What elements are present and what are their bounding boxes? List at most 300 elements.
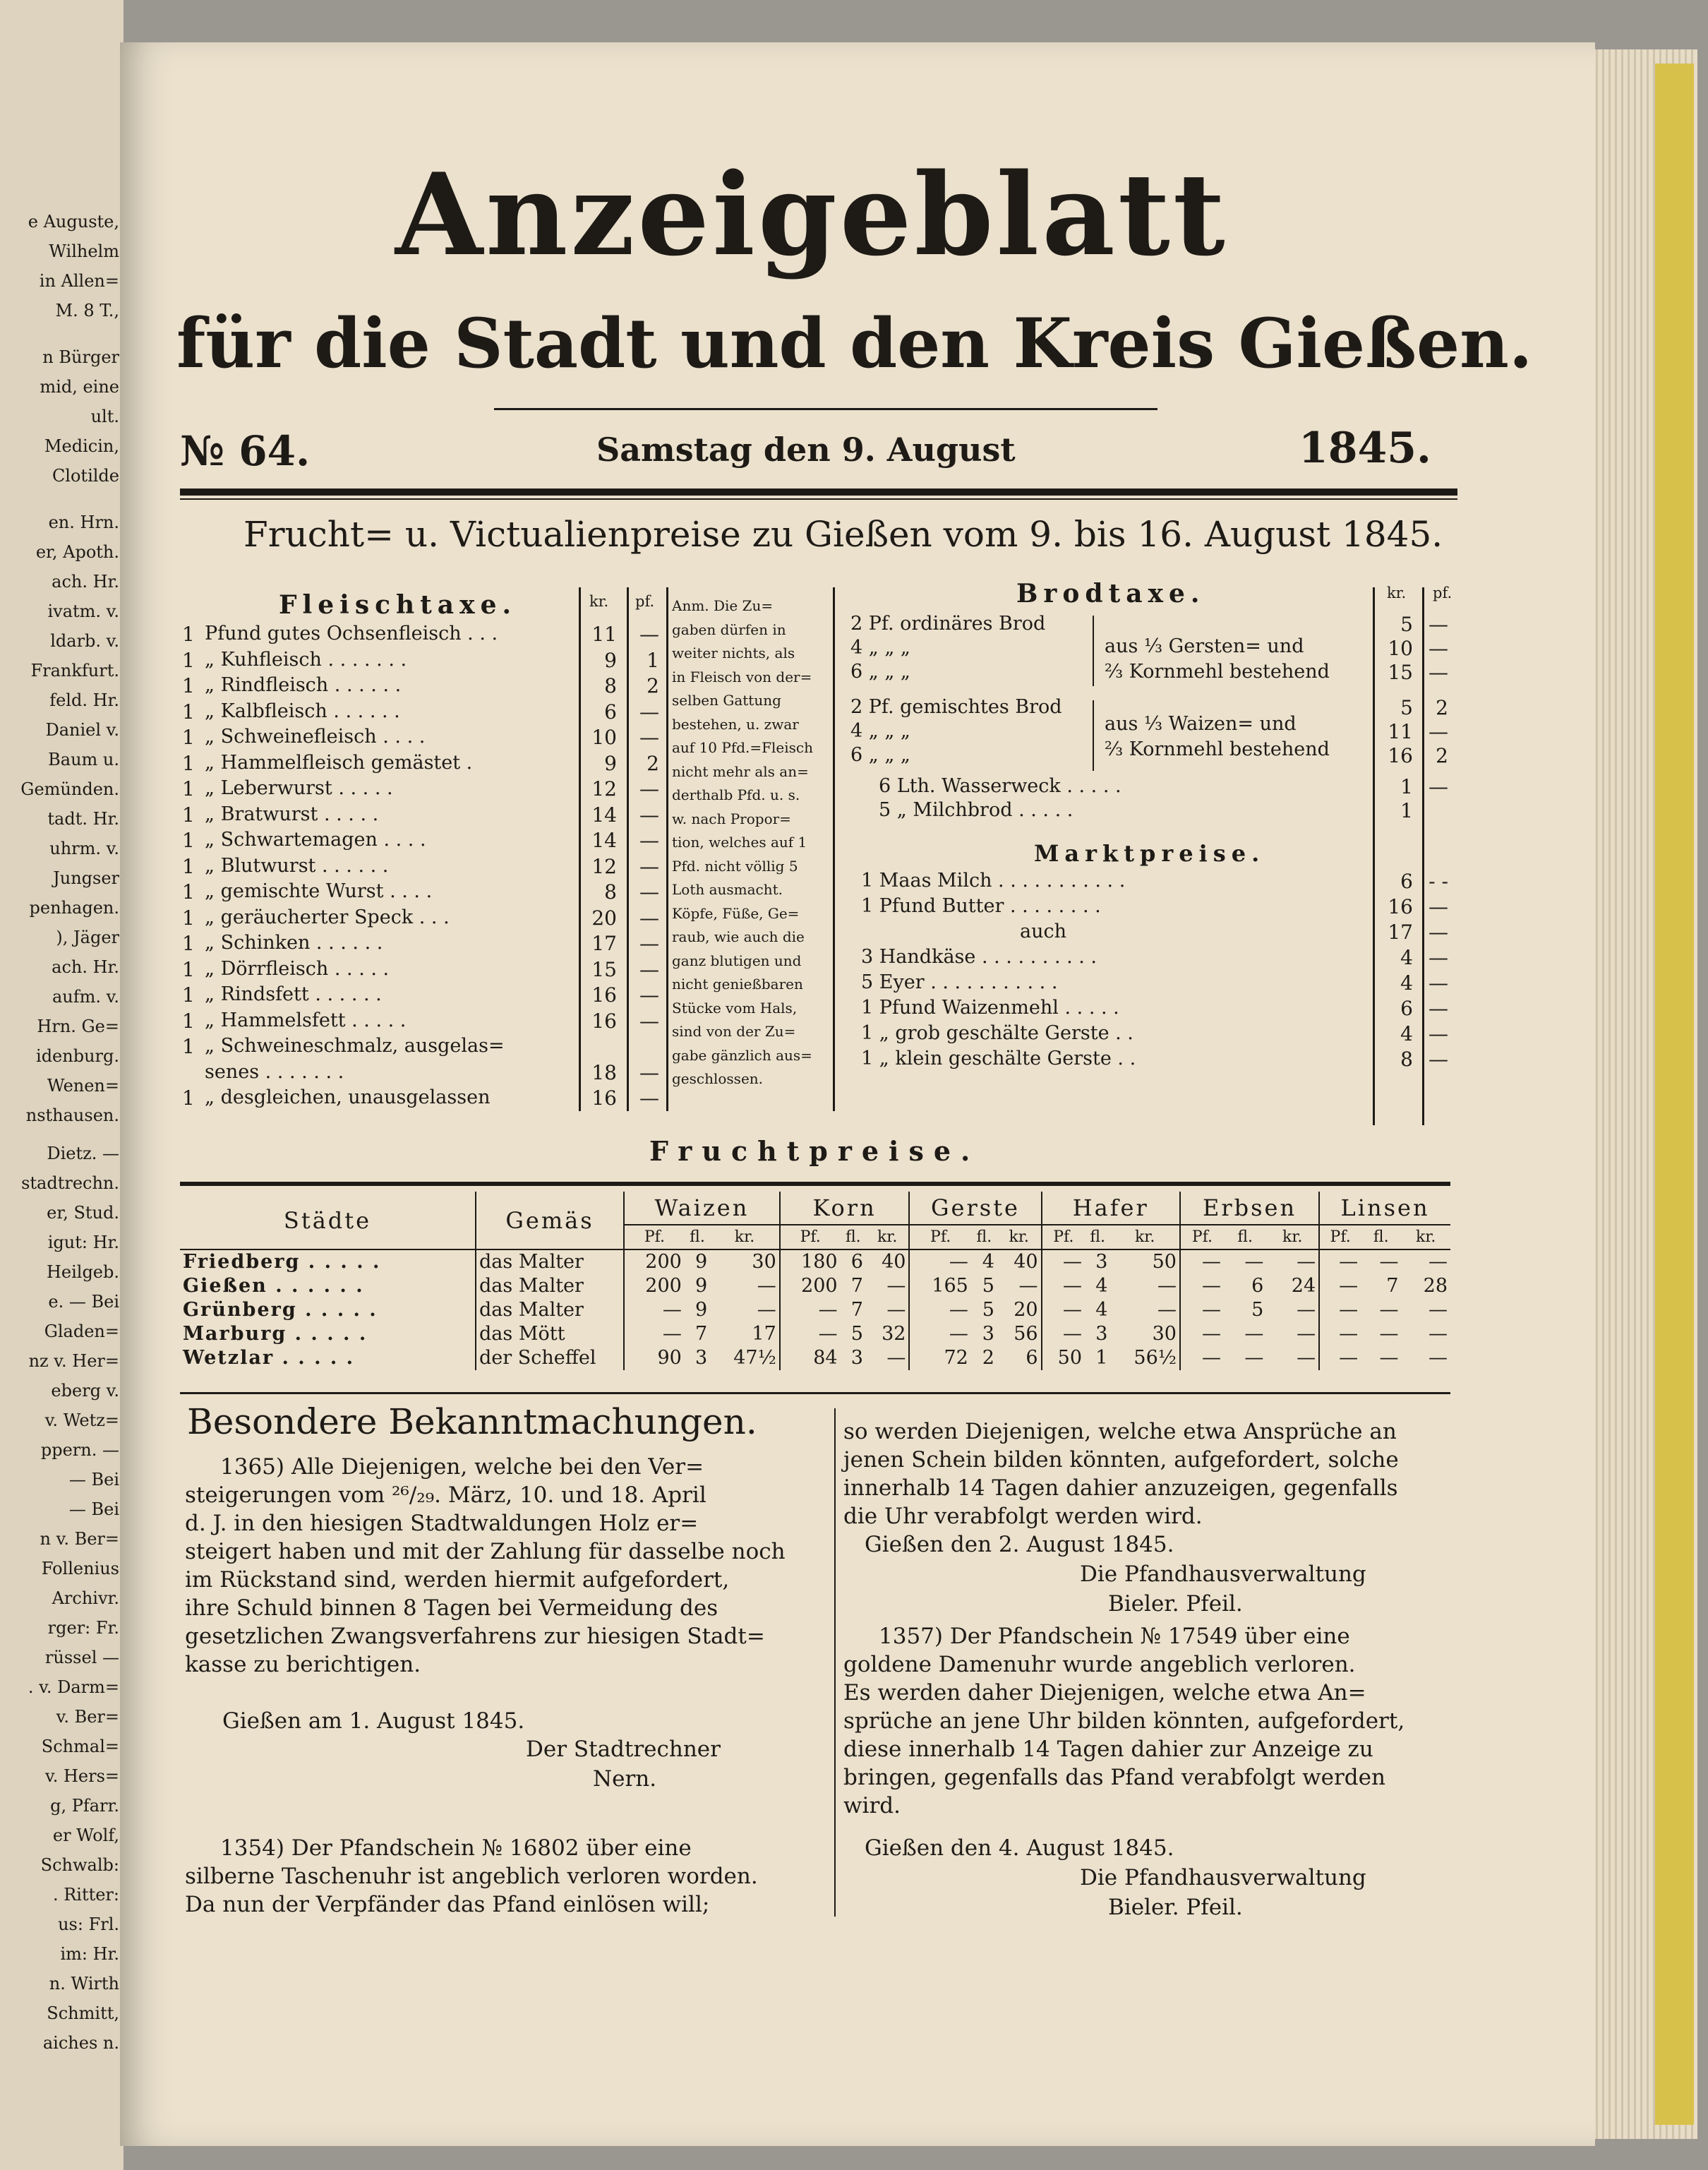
notice-line: ihre Schuld binnen 8 Tagen bei Vermeidung des bbox=[185, 1595, 718, 1621]
fleisch-qty: 1 bbox=[182, 983, 195, 1007]
frucht-value: — bbox=[1180, 1322, 1224, 1346]
frucht-value: — bbox=[757, 1275, 776, 1297]
facing-page-line: Archivr. bbox=[52, 1588, 119, 1608]
fleisch-pf: — bbox=[639, 1060, 659, 1084]
fleisch-qty: 1 bbox=[182, 674, 195, 697]
fleisch-item: „ Rindfleisch . . . . . . bbox=[205, 674, 402, 696]
brod-pf: — bbox=[1429, 613, 1448, 636]
frucht-value: 7 bbox=[850, 1299, 863, 1321]
facing-page-line: ivatm. v. bbox=[47, 601, 119, 621]
markt-kr: 6 bbox=[1400, 997, 1413, 1020]
frucht-value: — bbox=[1297, 1347, 1316, 1369]
frucht-value: 84 bbox=[780, 1346, 841, 1370]
markt-kr: 4 bbox=[1400, 971, 1413, 995]
markt-item: 1 Maas Milch . . . . . . . . . . . bbox=[861, 870, 1126, 892]
frucht-value: — bbox=[909, 1322, 970, 1346]
fleisch-item: „ Kalbfleisch . . . . . . bbox=[205, 700, 400, 722]
fleisch-note-line: Loth ausmacht. bbox=[672, 881, 783, 898]
facing-page-line: Dietz. — bbox=[47, 1144, 119, 1163]
facing-page-line: Follenius bbox=[41, 1559, 119, 1578]
issue-number: № 64. bbox=[180, 427, 311, 475]
frucht-city: Gießen . . . . . . bbox=[183, 1275, 364, 1297]
facing-page-line: Schmitt, bbox=[47, 2003, 119, 2023]
brod-pf: — bbox=[1429, 637, 1448, 660]
fleisch-kr: 12 bbox=[591, 777, 617, 801]
prices-heading: Frucht= u. Victualienpreise zu Gießen vom 9. bis 16. August 1845. bbox=[243, 514, 1443, 555]
fleisch-kr: 18 bbox=[591, 1060, 617, 1084]
frucht-value: 200 bbox=[624, 1249, 685, 1274]
notice-line: diese innerhalb 14 Tagen dahier zur Anzeige zu bbox=[843, 1737, 1373, 1762]
fleisch-pf: — bbox=[639, 983, 659, 1007]
fleisch-note-line: in Fleisch von der= bbox=[672, 668, 812, 685]
frucht-header: Waizen bbox=[624, 1192, 780, 1225]
notice-1365-sig1: Der Stadtrechner bbox=[526, 1737, 721, 1762]
fleisch-item: „ Schwartemagen . . . . bbox=[205, 829, 426, 851]
frucht-value: — bbox=[1379, 1323, 1399, 1345]
frucht-city: Friedberg . . . . . bbox=[183, 1251, 381, 1273]
facing-page-line: ppern. — bbox=[40, 1440, 119, 1460]
frucht-value: — bbox=[1042, 1322, 1085, 1346]
fleisch-item: „ Bratwurst . . . . . bbox=[205, 803, 379, 825]
fleisch-kr: 17 bbox=[591, 932, 617, 955]
facing-page-line: M. 8 T., bbox=[55, 301, 119, 320]
brod-kr: 16 bbox=[1388, 744, 1413, 767]
frucht-header: Gemäs bbox=[476, 1192, 624, 1249]
frucht-value: — bbox=[780, 1298, 841, 1322]
facing-page-line: e Auguste, bbox=[28, 212, 119, 232]
facing-page-line: ), Jäger bbox=[56, 928, 119, 947]
notice-1357-sig2: Bieler. Pfeil. bbox=[1108, 1895, 1243, 1920]
facing-page-line: mid, eine bbox=[40, 377, 119, 397]
issue-year: 1845. bbox=[1299, 424, 1431, 473]
fleisch-kr: 16 bbox=[591, 983, 617, 1007]
markt-item: 3 Handkäse . . . . . . . . . . bbox=[861, 946, 1097, 968]
frucht-value: — bbox=[1042, 1298, 1085, 1322]
fleisch-note-line: tion, welches auf 1 bbox=[672, 834, 807, 851]
fleisch-qty: 1 bbox=[182, 932, 195, 955]
frucht-subheader: kr. bbox=[866, 1225, 909, 1249]
fleisch-pf: 1 bbox=[646, 648, 659, 672]
brod-item: 6 Lth. Wasserweck . . . . . bbox=[879, 775, 1121, 797]
issue-date: Samstag den 9. August bbox=[596, 431, 1016, 469]
facing-page-line: feld. Hr. bbox=[49, 690, 119, 710]
facing-page-line: Jungser bbox=[53, 868, 119, 888]
facing-page-line: eberg v. bbox=[51, 1381, 119, 1401]
brod-item: 4 „ „ „ bbox=[850, 637, 910, 659]
frucht-value: 9 bbox=[695, 1299, 708, 1321]
brod-pf: — bbox=[1429, 720, 1448, 743]
notice-column-divider bbox=[834, 1408, 836, 1917]
fleisch-note-line: gaben dürfen in bbox=[672, 621, 786, 638]
frucht-value: — bbox=[1429, 1299, 1448, 1321]
fruchtpreise-title: Fruchtpreise. bbox=[649, 1135, 980, 1167]
fleisch-qty: 1 bbox=[182, 957, 195, 981]
fleisch-kr: 12 bbox=[591, 854, 617, 878]
brod-kr: 5 bbox=[1400, 696, 1413, 719]
notice-1357-sig1: Die Pfandhausverwaltung bbox=[1080, 1865, 1366, 1890]
frucht-value: 4 bbox=[982, 1251, 994, 1273]
frucht-value: 50 bbox=[1152, 1251, 1177, 1273]
fleisch-item: „ Schinken . . . . . . bbox=[205, 932, 383, 954]
frucht-value: 30 bbox=[1152, 1323, 1177, 1345]
frucht-value: 30 bbox=[752, 1251, 776, 1273]
brod-col-kr: kr. bbox=[1387, 585, 1407, 601]
frucht-value: — bbox=[1429, 1251, 1448, 1273]
fleisch-divider-3 bbox=[666, 587, 668, 1111]
frucht-value: — bbox=[1319, 1298, 1361, 1322]
fleisch-qty: 1 bbox=[182, 777, 195, 801]
brod-divider-2 bbox=[1422, 587, 1424, 1125]
frucht-bottom-rule bbox=[180, 1392, 1450, 1394]
fleisch-qty: 1 bbox=[182, 1009, 195, 1033]
facing-page-line: ach. Hr. bbox=[52, 957, 119, 977]
frucht-subheader: kr. bbox=[1266, 1225, 1319, 1249]
facing-page-line: n. Wirth bbox=[49, 1974, 119, 1994]
frucht-city: Wetzlar . . . . . bbox=[183, 1347, 355, 1369]
facing-page-line: ult. bbox=[90, 407, 119, 426]
frucht-value: 32 bbox=[882, 1323, 906, 1345]
frucht-subheader: fl. bbox=[971, 1225, 997, 1249]
facing-page-line: Baum u. bbox=[48, 750, 119, 769]
notice-line: goldene Damenuhr wurde angeblich verloren. bbox=[843, 1652, 1356, 1677]
notice-line: so werden Diejenigen, welche etwa Ansprüche an bbox=[843, 1419, 1397, 1444]
fleisch-kr: 14 bbox=[591, 829, 617, 852]
notice-line: die Uhr verabfolgt werden wird. bbox=[843, 1504, 1203, 1529]
frucht-subheader: kr. bbox=[1401, 1225, 1450, 1249]
frucht-row bbox=[180, 1298, 1450, 1322]
middle-divider bbox=[833, 587, 835, 1111]
frucht-value: 17 bbox=[752, 1323, 776, 1345]
frucht-value: 20 bbox=[1014, 1299, 1038, 1321]
notice-1365-sig2: Nern. bbox=[593, 1766, 657, 1792]
frucht-value: 7 bbox=[850, 1275, 863, 1297]
brod-kr: 10 bbox=[1388, 637, 1413, 660]
fleisch-qty: 1 bbox=[182, 648, 195, 672]
frucht-value: — bbox=[1018, 1275, 1038, 1297]
notice-1354-sig1: Die Pfandhausverwaltung bbox=[1080, 1561, 1366, 1587]
markt-pf: — bbox=[1429, 1048, 1448, 1071]
brod-item: 2 Pf. ordinäres Brod bbox=[850, 613, 1046, 635]
facing-page-line: . Ritter: bbox=[52, 1885, 119, 1905]
fleisch-kr: 11 bbox=[591, 623, 617, 646]
fleisch-note-line: geschlossen. bbox=[672, 1070, 764, 1087]
frucht-subheader: Pf. bbox=[1180, 1225, 1224, 1249]
frucht-value: 24 bbox=[1291, 1275, 1316, 1297]
fleisch-qty: 1 bbox=[182, 880, 195, 904]
markt-kr: 4 bbox=[1400, 946, 1413, 969]
facing-page-line: . v. Darm= bbox=[28, 1677, 119, 1697]
frucht-row bbox=[180, 1274, 1450, 1298]
facing-page-line: Medicin, bbox=[44, 436, 119, 456]
frucht-value: — bbox=[1297, 1299, 1316, 1321]
facing-page-line: n Bürger bbox=[42, 347, 119, 367]
frucht-value: 3 bbox=[1095, 1251, 1108, 1273]
facing-page-line: Schmal= bbox=[41, 1737, 119, 1756]
frucht-subheader: fl. bbox=[1361, 1225, 1401, 1249]
facing-page-line: v. Wetz= bbox=[44, 1410, 119, 1430]
facing-page-line: rüssel — bbox=[44, 1648, 119, 1667]
frucht-value: 6 bbox=[1026, 1347, 1038, 1369]
fleisch-note-line: Köpfe, Füße, Ge= bbox=[672, 904, 800, 922]
notice-1354-place: Gießen den 2. August 1845. bbox=[865, 1532, 1174, 1557]
frucht-subheader: Pf. bbox=[1042, 1225, 1085, 1249]
facing-page-line: v. Ber= bbox=[56, 1707, 119, 1727]
frucht-value: 3 bbox=[850, 1347, 863, 1369]
brod-brace-note-2: aus ⅓ Waizen= und ⅔ Kornmehl bestehend bbox=[1105, 713, 1330, 760]
notice-line: kasse zu berichtigen. bbox=[185, 1652, 421, 1677]
markt-kr: 4 bbox=[1400, 1022, 1413, 1045]
frucht-subheader: kr. bbox=[997, 1225, 1042, 1249]
markt-pf: — bbox=[1429, 921, 1448, 944]
frucht-row bbox=[180, 1346, 1450, 1370]
frucht-value: — bbox=[886, 1299, 906, 1321]
masthead-rule bbox=[494, 408, 1157, 410]
brod-item: 4 „ „ „ bbox=[850, 720, 910, 742]
fleisch-note-line: sind von der Zu= bbox=[672, 1023, 796, 1040]
brod-brace-note-1: aus ⅓ Gersten= und ⅔ Kornmehl bestehend bbox=[1105, 635, 1330, 683]
facing-page-line: penhagen. bbox=[29, 898, 119, 918]
fleisch-pf: — bbox=[639, 803, 659, 827]
frucht-header: Gerste bbox=[909, 1192, 1041, 1225]
frucht-value: 3 bbox=[695, 1347, 708, 1369]
notice-line: im Rückstand sind, werden hiermit aufgefordert, bbox=[185, 1567, 730, 1593]
fleisch-item: „ Kuhfleisch . . . . . . . bbox=[205, 648, 407, 671]
markt-item: 1 Pfund Waizenmehl . . . . . bbox=[861, 997, 1119, 1019]
frucht-value: — bbox=[909, 1249, 970, 1274]
frucht-value: — bbox=[1042, 1274, 1085, 1298]
frucht-value: 165 bbox=[909, 1274, 970, 1298]
frucht-subheader: Pf. bbox=[624, 1225, 685, 1249]
frucht-row bbox=[180, 1322, 1450, 1346]
frucht-value: — bbox=[780, 1322, 841, 1346]
facing-page-line: aufm. v. bbox=[52, 987, 119, 1007]
markt-pf: — bbox=[1429, 997, 1448, 1020]
markt-item: 1 „ grob geschälte Gerste . . bbox=[861, 1022, 1133, 1044]
frucht-header: Linsen bbox=[1319, 1192, 1450, 1225]
brod-divider-1 bbox=[1373, 587, 1375, 1125]
frucht-value: — bbox=[757, 1299, 776, 1321]
notice-line: Es werden daher Diejenigen, welche etwa An= bbox=[843, 1680, 1366, 1706]
brod-kr: 15 bbox=[1388, 661, 1413, 684]
fleisch-pf: — bbox=[639, 906, 659, 930]
brod-pf: — bbox=[1429, 775, 1448, 798]
fleisch-qty: 1 bbox=[182, 751, 195, 775]
facing-page-line: idenburg. bbox=[36, 1046, 119, 1066]
frucht-value: 9 bbox=[695, 1251, 708, 1273]
facing-page-line: n v. Ber= bbox=[40, 1529, 119, 1549]
markt-item: 1 Pfund Butter . . . . . . . . bbox=[861, 895, 1101, 917]
notice-line: d. J. in den hiesigen Stadtwaldungen Holz er= bbox=[185, 1511, 699, 1536]
facing-page-line: Clotilde bbox=[52, 466, 119, 486]
frucht-city: Grünberg . . . . . bbox=[183, 1299, 378, 1321]
fleisch-item: „ Rindsfett . . . . . . bbox=[205, 983, 382, 1005]
frucht-value: — bbox=[1319, 1322, 1361, 1346]
fleisch-kr: 10 bbox=[591, 726, 617, 749]
frucht-value: — bbox=[886, 1275, 906, 1297]
fleischtaxe-title: Fleischtaxe. bbox=[279, 590, 517, 620]
frucht-value: — bbox=[1379, 1251, 1399, 1273]
brod-kr: 1 bbox=[1400, 799, 1413, 822]
facing-page-line: uhrm. v. bbox=[49, 839, 119, 858]
frucht-value: 200 bbox=[780, 1274, 841, 1298]
frucht-value: — bbox=[1319, 1346, 1361, 1370]
facing-page-line: g, Pfarr. bbox=[50, 1796, 119, 1816]
frucht-measure: das Malter bbox=[476, 1249, 624, 1274]
fleisch-note-line: raub, wie auch die bbox=[672, 928, 805, 945]
notice-line: wird. bbox=[843, 1793, 901, 1818]
fleisch-pf: — bbox=[639, 854, 659, 878]
facing-page-line: er Wolf, bbox=[52, 1826, 119, 1845]
fleisch-kr: 9 bbox=[604, 648, 617, 672]
frucht-measure: das Mött bbox=[476, 1322, 624, 1346]
frucht-value: — bbox=[1319, 1274, 1361, 1298]
frucht-value: — bbox=[1379, 1299, 1399, 1321]
frucht-subheader: kr. bbox=[1110, 1225, 1180, 1249]
facing-page-line: er, Stud. bbox=[47, 1203, 119, 1223]
fleisch-note-line: derthalb Pfd. u. s. bbox=[672, 786, 800, 803]
frucht-measure: der Scheffel bbox=[476, 1346, 624, 1370]
fleisch-item: „ geräucherter Speck . . . bbox=[205, 906, 450, 928]
fleisch-item: Pfund gutes Ochsenfleisch . . . bbox=[205, 623, 498, 645]
markt-pf: — bbox=[1429, 946, 1448, 969]
brod-pf: 2 bbox=[1436, 696, 1448, 719]
markt-pf: — bbox=[1429, 971, 1448, 995]
markt-pf: - - bbox=[1429, 870, 1448, 893]
frucht-value: — bbox=[1429, 1347, 1448, 1369]
notice-1357-place: Gießen den 4. August 1845. bbox=[865, 1835, 1174, 1861]
frucht-row bbox=[180, 1249, 1450, 1274]
fleisch-qty: 1 bbox=[182, 1035, 195, 1058]
fleisch-pf: — bbox=[639, 880, 659, 904]
notice-line: 1357) Der Pfandschein № 17549 über eine bbox=[879, 1624, 1350, 1649]
facing-page-line: igut: Hr. bbox=[47, 1233, 119, 1252]
notice-line: steigerungen vom ²⁶/₂₉. März, 10. und 18. April bbox=[185, 1482, 706, 1508]
frucht-header: Städte bbox=[180, 1192, 476, 1249]
fleisch-item: „ Hammelsfett . . . . . bbox=[205, 1009, 407, 1031]
frucht-value: 5 bbox=[982, 1275, 994, 1297]
markt-item: 1 „ klein geschälte Gerste . . bbox=[861, 1048, 1136, 1069]
fleisch-item: „ desgleichen, unausgelassen bbox=[205, 1086, 491, 1108]
facing-page-line: er, Apoth. bbox=[35, 542, 119, 562]
frucht-value: 90 bbox=[624, 1346, 685, 1370]
notice-line: 1365) Alle Diejenigen, welche bei den Ver= bbox=[220, 1454, 704, 1480]
brod-item: 6 „ „ „ bbox=[850, 744, 910, 766]
facing-page-line: Wenen= bbox=[47, 1076, 119, 1096]
brodtaxe-title: Brodtaxe. bbox=[1016, 579, 1205, 609]
fleisch-item: „ Schweinefleisch . . . . bbox=[205, 726, 426, 748]
frucht-measure: das Malter bbox=[476, 1298, 624, 1322]
frucht-value: 7 bbox=[695, 1323, 708, 1345]
frucht-value: 5 bbox=[982, 1299, 994, 1321]
fruchtpreise-table bbox=[180, 1192, 1450, 1370]
facing-page-line: Daniel v. bbox=[45, 720, 119, 740]
marktpreise-title: Marktpreise. bbox=[1034, 840, 1265, 867]
fleisch-kr: 16 bbox=[591, 1086, 617, 1110]
facing-page-line: Hrn. Ge= bbox=[37, 1017, 119, 1036]
frucht-value: 72 bbox=[909, 1346, 970, 1370]
facing-page-line: im: Hr. bbox=[60, 1944, 119, 1964]
brod-col-pf: pf. bbox=[1433, 585, 1453, 601]
fleisch-pf: — bbox=[639, 777, 659, 801]
header-thick-rule bbox=[180, 488, 1457, 496]
frucht-subheader: Pf. bbox=[780, 1225, 841, 1249]
fleisch-divider-2 bbox=[627, 587, 629, 1111]
frucht-value: 56½ bbox=[1133, 1347, 1177, 1369]
facing-page-line: Heilgeb. bbox=[46, 1262, 119, 1282]
frucht-value: 4 bbox=[1095, 1299, 1108, 1321]
markt-item: 5 Eyer . . . . . . . . . . . bbox=[861, 971, 1058, 993]
notice-line: gesetzlichen Zwangsverfahrens zur hiesigen Stadt= bbox=[185, 1624, 765, 1649]
fleisch-pf: — bbox=[639, 623, 659, 646]
facing-page-line: Gladen= bbox=[44, 1321, 119, 1341]
notice-1357 bbox=[843, 1622, 1457, 1820]
markt-kr: 17 bbox=[1388, 921, 1413, 944]
brod-kr: 1 bbox=[1400, 775, 1413, 798]
fleisch-note-line: w. nach Propor= bbox=[672, 810, 791, 827]
fleisch-kr: 20 bbox=[591, 906, 617, 930]
fleisch-kr: 6 bbox=[604, 700, 617, 724]
facing-page-line: aiches n. bbox=[42, 2033, 119, 2053]
frucht-value: 200 bbox=[624, 1274, 685, 1298]
notice-1354 bbox=[185, 1834, 827, 1919]
frucht-header: Erbsen bbox=[1180, 1192, 1319, 1225]
fleisch-pf: — bbox=[639, 829, 659, 852]
fleisch-kr: 15 bbox=[591, 957, 617, 981]
fleisch-pf: — bbox=[639, 700, 659, 724]
brod-item: 6 „ „ „ bbox=[850, 661, 910, 683]
frucht-value: — bbox=[1157, 1275, 1177, 1297]
fleisch-item: „ gemischte Wurst . . . . bbox=[205, 880, 433, 902]
frucht-value: — bbox=[1429, 1323, 1448, 1345]
fleisch-qty: 1 bbox=[182, 726, 195, 749]
fleisch-note-line: selben Gattung bbox=[672, 692, 781, 709]
facing-page-line: Schwalb: bbox=[40, 1855, 119, 1875]
frucht-value: — bbox=[1244, 1347, 1264, 1369]
fleisch-qty: 1 bbox=[182, 1086, 195, 1110]
markt-kr: 16 bbox=[1388, 895, 1413, 918]
frucht-value: — bbox=[1180, 1274, 1224, 1298]
frucht-value: — bbox=[1244, 1251, 1264, 1273]
markt-kr: 6 bbox=[1400, 870, 1413, 893]
fleisch-pf: 2 bbox=[646, 674, 659, 697]
notice-1354-continued bbox=[843, 1417, 1457, 1530]
notice-line: sprüche an jene Uhr bilden könnten, aufgefordert, bbox=[843, 1708, 1405, 1734]
fleisch-qty: 1 bbox=[182, 700, 195, 724]
frucht-value: 50 bbox=[1042, 1346, 1085, 1370]
facing-page-line: tadt. Hr. bbox=[47, 809, 119, 829]
frucht-header: Hafer bbox=[1042, 1192, 1180, 1225]
facing-page-line: Gemünden. bbox=[20, 779, 119, 799]
brod-kr: 5 bbox=[1400, 613, 1413, 636]
fleisch-kr: 16 bbox=[591, 1009, 617, 1033]
fleisch-note-line: bestehen, u. zwar bbox=[672, 715, 799, 733]
brace-1 bbox=[1093, 616, 1094, 686]
frucht-value: 7 bbox=[1386, 1275, 1399, 1297]
fleisch-note-line: nicht genießbaren bbox=[672, 976, 803, 993]
fleisch-pf: 2 bbox=[646, 751, 659, 775]
fleisch-col-kr: kr. bbox=[589, 593, 609, 610]
frucht-value: 3 bbox=[982, 1323, 994, 1345]
frucht-value: 3 bbox=[1095, 1323, 1108, 1345]
facing-page-line: — Bei bbox=[68, 1470, 119, 1489]
frucht-value: 40 bbox=[882, 1251, 906, 1273]
fleisch-kr: 14 bbox=[591, 803, 617, 827]
brod-pf: — bbox=[1429, 661, 1448, 684]
frucht-subheader: fl. bbox=[1224, 1225, 1266, 1249]
fleisch-qty: 1 bbox=[182, 803, 195, 827]
fleisch-pf: — bbox=[639, 957, 659, 981]
frucht-value: 180 bbox=[780, 1249, 841, 1274]
